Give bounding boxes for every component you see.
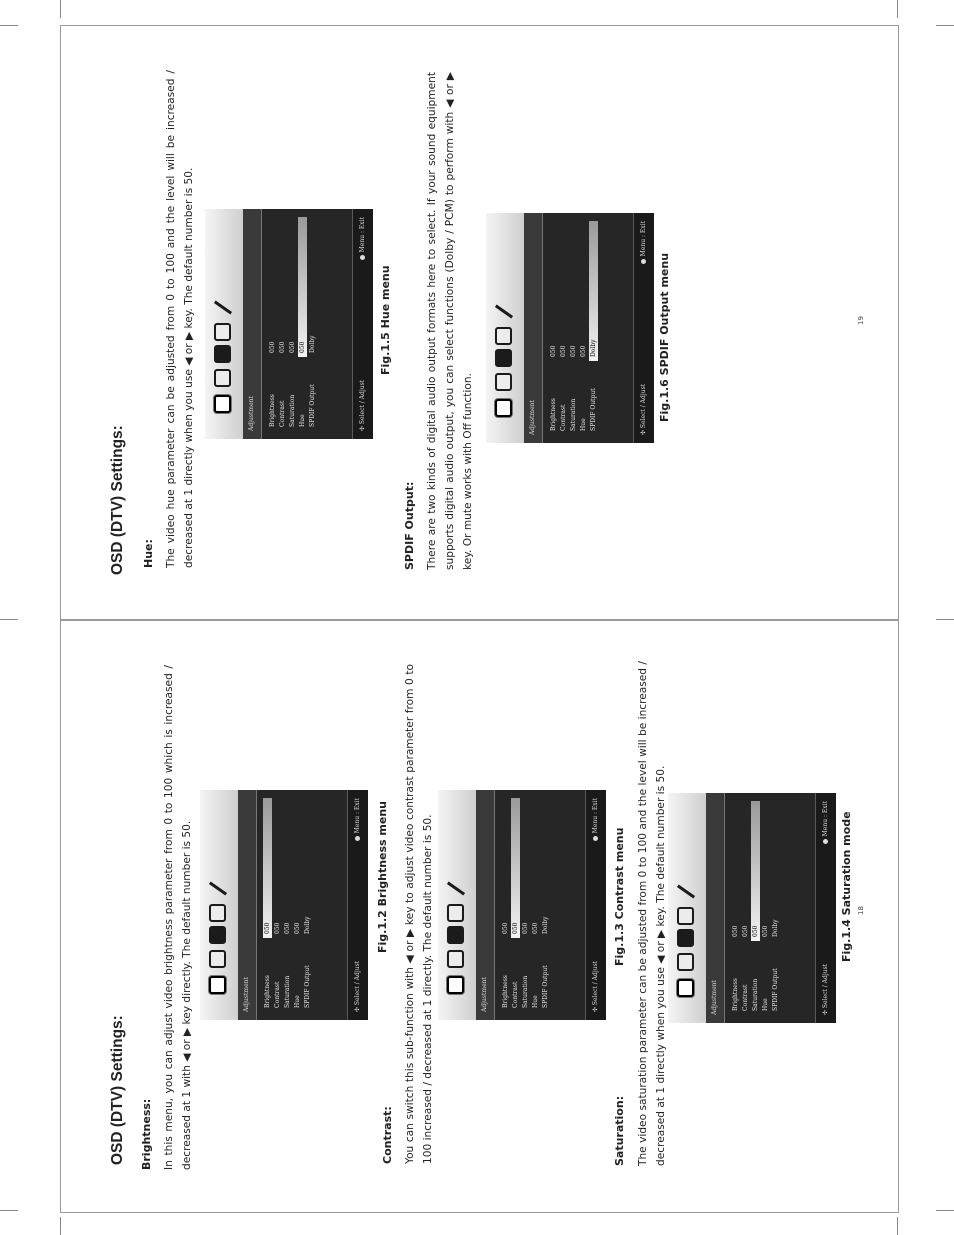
tools-icon <box>677 883 694 901</box>
menu-button-icon <box>641 259 646 264</box>
osd-item-value: 050 <box>264 922 271 934</box>
hue-osd-menu <box>205 209 373 439</box>
osd-highlight-bar <box>263 798 272 938</box>
osd-item-label: Hue <box>580 418 587 431</box>
osd-item-value: 050 <box>522 922 529 934</box>
picture-icon <box>209 976 226 994</box>
osd-item-label: Contrast <box>279 400 286 427</box>
contrast-osd-menu <box>438 790 606 1020</box>
osd-item-value: 050 <box>560 345 567 357</box>
book-icon <box>209 926 226 944</box>
picture-icon <box>447 976 464 994</box>
saturation-heading: Saturation: <box>613 1095 626 1166</box>
tools-icon <box>209 880 226 898</box>
osd-footer-select-hint: ✣ Select / Adjust <box>592 960 599 1012</box>
menu-button-icon <box>593 836 598 841</box>
tools-icon <box>214 299 231 317</box>
osd-item-label: SPDIF Output <box>590 388 597 431</box>
osd-item-label: Hue <box>294 995 301 1008</box>
osd-item-label: Contrast <box>742 984 749 1011</box>
figure-caption: Fig.1.3 Contrast menu <box>613 827 626 966</box>
menu-button-icon <box>823 839 828 844</box>
tools-icon <box>495 303 512 321</box>
osd-footer-select-hint: ✣ Select / Adjust <box>359 379 366 431</box>
osd-item-value: 050 <box>762 925 769 937</box>
osd-footer-select-hint: ✣ Select / Adjust <box>640 383 647 435</box>
osd-item-label: Brightness <box>732 978 739 1011</box>
crop-mark <box>936 25 954 26</box>
page-title: OSD (DTV) Settings: <box>109 425 126 575</box>
camera-icon <box>214 369 231 387</box>
picture-icon <box>495 399 512 417</box>
osd-item-label: Saturation <box>570 398 577 431</box>
page-number: 19 <box>857 316 865 325</box>
contrast-heading: Contrast: <box>381 1106 394 1164</box>
osd-item-label: Brightness <box>264 975 271 1008</box>
crop-mark <box>0 1210 18 1211</box>
menu-button-icon <box>360 255 365 260</box>
picture-icon <box>677 979 694 997</box>
osd-item-label: Brightness <box>502 975 509 1008</box>
osd-footer <box>347 790 368 1020</box>
osd-item-value: 050 <box>289 341 296 353</box>
osd-item-value: 050 <box>550 345 557 357</box>
osd-item-value: 050 <box>532 922 539 934</box>
lock-icon <box>209 904 226 922</box>
osd-icon-bar <box>486 213 524 443</box>
osd-item-label: Hue <box>762 998 769 1011</box>
hue-heading: Hue: <box>142 539 155 568</box>
osd-item-label: SPDIF Output <box>772 968 779 1011</box>
osd-footer-select-hint: ✣ Select / Adjust <box>354 960 361 1012</box>
camera-icon <box>677 953 694 971</box>
lock-icon <box>447 904 464 922</box>
osd-item-label: Contrast <box>274 981 281 1008</box>
osd-highlight-bar <box>511 798 520 938</box>
page-number: 18 <box>857 906 865 915</box>
osd-item-label: Hue <box>532 995 539 1008</box>
osd-icon-bar <box>200 790 238 1020</box>
saturation-osd-menu <box>668 793 836 1023</box>
osd-item-value: 050 <box>752 925 759 937</box>
hue-text: The video hue parameter can be adjusted from 0 to 100 and the level will be increased / decreased at 1 directly when you use ◀ or ▶ key. The default number is 50. <box>165 70 195 568</box>
crop-mark <box>60 0 61 18</box>
osd-footer-exit-hint: Menu : Exit <box>354 798 361 841</box>
crop-mark <box>936 619 954 620</box>
brightness-heading: Brightness: <box>140 1098 153 1170</box>
osd-item-value: 050 <box>284 922 291 934</box>
figure-caption: Fig.1.6 SPDIF Output menu <box>658 252 671 422</box>
osd-item-label: Saturation <box>284 975 291 1008</box>
osd-item-value: 050 <box>279 341 286 353</box>
crop-mark <box>0 619 18 620</box>
osd-footer-exit-hint: Menu : Exit <box>822 801 829 844</box>
osd-item-value: Dolby <box>590 339 597 357</box>
osd-item-value: Dolby <box>304 916 311 934</box>
osd-header: Adjustment <box>238 790 256 1020</box>
figure-caption: Fig.1.5 Hue menu <box>379 265 392 375</box>
osd-item-label: Brightness <box>269 394 276 427</box>
figure-caption: Fig.1.4 Saturation mode <box>840 811 853 962</box>
osd-item-label: Brightness <box>550 398 557 431</box>
osd-item-value: Dolby <box>309 335 316 353</box>
osd-footer <box>352 209 373 439</box>
osd-footer <box>633 213 654 443</box>
lock-icon <box>214 323 231 341</box>
osd-highlight-bar <box>298 217 307 357</box>
saturation-text: The video saturation parameter can be adjusted from 0 to 100 and the level will be increased / decreased at 1 directly when you use ◀ or ▶ key. The default number is 50. <box>637 661 667 1166</box>
book-icon <box>677 929 694 947</box>
osd-icon-bar <box>668 793 706 1023</box>
osd-footer-select-hint: ✣ Select / Adjust <box>822 963 829 1015</box>
lock-icon <box>677 907 694 925</box>
osd-item-label: Saturation <box>289 394 296 427</box>
osd-header: Adjustment <box>524 213 542 443</box>
osd-item-value: 050 <box>274 922 281 934</box>
spdif-text: There are two kinds of digital audio output formats here to select. If your sound equipment supports digital audio output, you can select functions (Dolby / PCM) to perform with ◀ or ▶ key. Or mute works with Off function. <box>426 72 474 570</box>
osd-item-value: Dolby <box>772 919 779 937</box>
osd-item-value: 050 <box>294 922 301 934</box>
osd-item-label: SPDIF Output <box>304 965 311 1008</box>
osd-highlight-bar <box>751 801 760 941</box>
osd-icon-bar <box>205 209 243 439</box>
book-icon <box>495 349 512 367</box>
osd-item-value: 050 <box>580 345 587 357</box>
crop-mark <box>897 1217 898 1235</box>
figure-caption: Fig.1.2 Brightness menu <box>376 801 389 953</box>
osd-footer <box>815 793 836 1023</box>
crop-mark <box>897 0 898 18</box>
osd-item-label: Hue <box>299 414 306 427</box>
picture-icon <box>214 395 231 413</box>
osd-item-value: 050 <box>570 345 577 357</box>
book-icon <box>447 926 464 944</box>
crop-mark <box>60 1217 61 1235</box>
osd-footer-exit-hint: Menu : Exit <box>640 221 647 264</box>
osd-item-value: 050 <box>512 922 519 934</box>
brightness-osd-menu <box>200 790 368 1020</box>
osd-header: Adjustment <box>706 793 724 1023</box>
osd-footer <box>585 790 606 1020</box>
osd-item-label: SPDIF Output <box>542 965 549 1008</box>
contrast-text: You can switch this sub-function with ◀ or ▶ key to adjust video contrast parameter from 0 to 100 increased / decreased at 1 directly. The default number is 50. <box>404 664 434 1164</box>
menu-button-icon <box>355 836 360 841</box>
osd-header: Adjustment <box>476 790 494 1020</box>
osd-item-value: 050 <box>299 341 306 353</box>
camera-icon <box>447 950 464 968</box>
osd-item-label: SPDIF Output <box>309 384 316 427</box>
camera-icon <box>209 950 226 968</box>
osd-header: Adjustment <box>243 209 261 439</box>
osd-item-value: 050 <box>732 925 739 937</box>
osd-item-label: Saturation <box>752 978 759 1011</box>
osd-item-value: 050 <box>502 922 509 934</box>
tools-icon <box>447 880 464 898</box>
spdif-osd-menu <box>486 213 654 443</box>
osd-footer-exit-hint: Menu : Exit <box>592 798 599 841</box>
brightness-text: In this menu, you can adjust video brightness parameter from 0 to 100 which is increased / decreased at 1 with ◀ or ▶ key directly. The default number is 50. <box>163 665 193 1170</box>
osd-footer-exit-hint: Menu : Exit <box>359 217 366 260</box>
osd-item-label: Contrast <box>560 404 567 431</box>
book-icon <box>214 345 231 363</box>
osd-item-value: 050 <box>742 925 749 937</box>
osd-item-label: Contrast <box>512 981 519 1008</box>
osd-item-value: 050 <box>269 341 276 353</box>
crop-mark <box>936 1210 954 1211</box>
osd-item-label: Saturation <box>522 975 529 1008</box>
page-title: OSD (DTV) Settings: <box>109 1015 126 1165</box>
crop-mark <box>0 25 18 26</box>
osd-icon-bar <box>438 790 476 1020</box>
lock-icon <box>495 327 512 345</box>
spdif-heading: SPDIF Output: <box>403 481 416 570</box>
camera-icon <box>495 373 512 391</box>
osd-item-value: Dolby <box>542 916 549 934</box>
